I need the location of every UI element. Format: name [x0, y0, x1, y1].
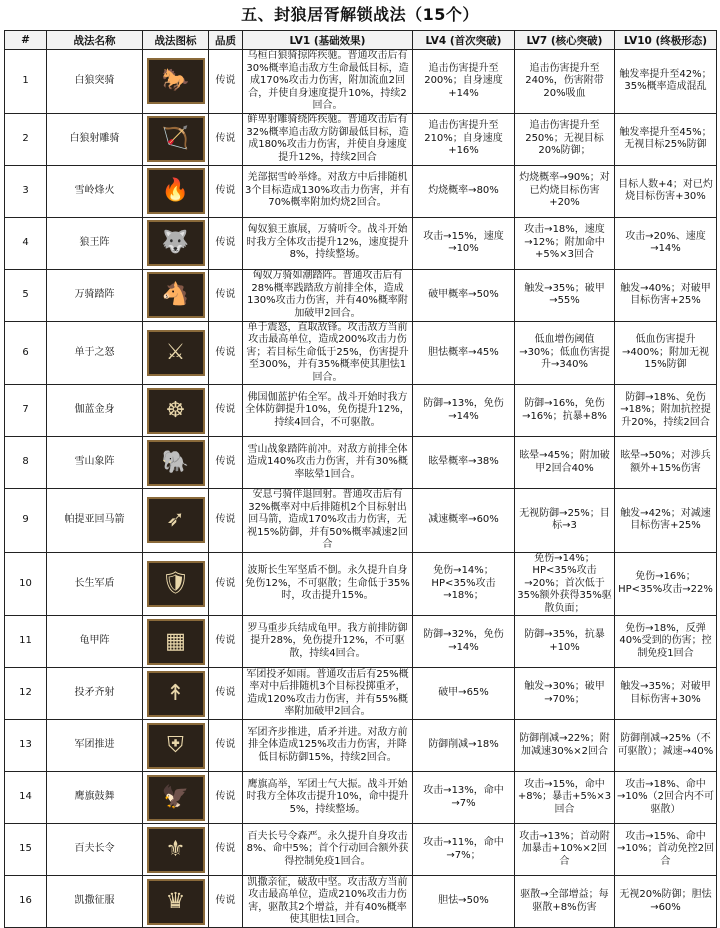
quality-label: 传说 [209, 552, 243, 616]
table-row [5, 552, 717, 616]
lv10-effect: 防御→18%、免伤→18%；附加抗控提升20%，持续2回合 [615, 385, 717, 437]
lv10-effect: 无视20%防御；胆怯→60% [615, 876, 717, 928]
row-number: 10 [5, 552, 47, 616]
col-header-lv1: LV1 (基础效果) [243, 31, 413, 50]
table-row [5, 720, 717, 772]
tactic-icon-cell [143, 269, 209, 321]
quality-label: 传说 [209, 217, 243, 269]
quality-label: 传说 [209, 385, 243, 437]
lv4-effect: 减速概率→60% [413, 489, 515, 553]
col-header-lv4: LV4 (首次突破) [413, 31, 515, 50]
lv10-effect: 攻击→15%、命中→10%；首动免控2回合 [615, 824, 717, 876]
row-number: 15 [5, 824, 47, 876]
lv4-effect: 破甲概率→50% [413, 269, 515, 321]
lv4-effect: 攻击→11%，命中→7%； [413, 824, 515, 876]
lv4-effect: 防御削减→18% [413, 720, 515, 772]
icon-glyph: 🐘 [161, 449, 190, 475]
eagle-standard-icon [147, 775, 205, 821]
lv4-effect: 胆怯概率→45% [413, 321, 515, 385]
quality-label: 传说 [209, 437, 243, 489]
lv4-effect: 追击伤害提升至210%；自身速度+16% [413, 113, 515, 165]
lv1-effect: 波斯长生军坚盾不倒。永久提升自身免伤12%，不可驱散；生命低于35%时，攻击提升15%。 [243, 552, 413, 616]
tactic-icon-cell [143, 321, 209, 385]
lv4-effect: 胆怯→50% [413, 876, 515, 928]
tactic-name: 鹰旗鼓舞 [47, 772, 143, 824]
row-number: 11 [5, 616, 47, 668]
header-row [5, 31, 717, 50]
tactic-name: 百夫长令 [47, 824, 143, 876]
row-number: 2 [5, 113, 47, 165]
icon-glyph: 🛡 [161, 570, 190, 596]
lv10-effect: 攻击→20%、速度→14% [615, 217, 717, 269]
lv1-effect: 雪山战象踏阵前冲。对敌方前排全体造成140%攻击力伤害，并有30%概率眩晕1回合。 [243, 437, 413, 489]
lv7-effect: 攻击→13%；首动附加暴击+10%×2回合 [515, 824, 615, 876]
tactic-icon-cell [143, 824, 209, 876]
horde-trample-icon [147, 272, 205, 318]
table-row [5, 489, 717, 553]
parthian-shot-icon [147, 497, 205, 543]
lv7-effect: 灼烧概率→90%；对已灼烧目标伤害+20% [515, 165, 615, 217]
row-number: 3 [5, 165, 47, 217]
icon-glyph: 🐎 [161, 68, 190, 94]
tactic-icon-cell [143, 616, 209, 668]
lv7-effect: 攻击→18%，速度→12%；附加命中+5%×3回合 [515, 217, 615, 269]
quality-label: 传说 [209, 269, 243, 321]
icon-glyph: 🐺 [161, 230, 190, 255]
lv7-effect: 防御削减→22%；附加减速30%×2回合 [515, 720, 615, 772]
lv7-effect: 眩晕→45%；附加破甲2回合40% [515, 437, 615, 489]
col-header-lv10: LV10 (终极形态) [615, 31, 717, 50]
legion-advance-icon [147, 723, 205, 769]
col-header-no: # [5, 31, 47, 50]
icon-glyph: ➶ [166, 507, 185, 533]
row-number: 5 [5, 269, 47, 321]
tactic-icon-cell [143, 113, 209, 165]
lv7-effect: 攻击→15%，命中+8%；暴击+5%×3回合 [515, 772, 615, 824]
tactic-icon-cell [143, 720, 209, 772]
lv10-effect: 触发→35%；对破甲目标伤害+30% [615, 668, 717, 720]
row-number: 9 [5, 489, 47, 553]
icon-glyph: ♛ [165, 888, 186, 914]
tactic-icon-cell [143, 437, 209, 489]
tactic-name: 帕提亚回马箭 [47, 489, 143, 553]
lv1-effect: 军团投矛如雨。普通攻击后有25%概率对中后排随机3个目标投掷重矛，造成120%攻击力伤害，并有55%概率附加破甲2回合。 [243, 668, 413, 720]
icon-glyph: ⛨ [167, 732, 184, 758]
lv4-effect: 攻击→15%，速度→10% [413, 217, 515, 269]
beacon-fire-icon [147, 168, 205, 214]
mounted-archer-icon [147, 116, 205, 162]
chanyu-wrath-icon [147, 330, 205, 376]
lv10-effect: 低血伤害提升→400%；附加无视15%防御 [615, 321, 717, 385]
tactic-icon-cell [143, 772, 209, 824]
tactic-name: 军团推进 [47, 720, 143, 772]
tactic-name: 凯撒征服 [47, 876, 143, 928]
tactic-icon-cell [143, 552, 209, 616]
tactic-icon-cell [143, 489, 209, 553]
row-number: 13 [5, 720, 47, 772]
golden-body-icon [147, 388, 205, 434]
icon-glyph: ⚜ [165, 836, 186, 862]
quality-label: 传说 [209, 321, 243, 385]
row-number: 12 [5, 668, 47, 720]
table-row [5, 50, 717, 114]
lv1-effect: 乌桓白狼骑掠阵疾驰。普通攻击后有30%概率追击敌方生命最低目标，造成170%攻击力伤害，附加流血2回合，并使自身速度提升10%，持续2回合。 [243, 50, 413, 114]
table-row [5, 165, 717, 217]
lv1-effect: 单于震怒，直取敌锋。攻击敌方当前攻击最高单位，造成200%攻击力伤害；若目标生命低于25%，伤害提升至300%，并有35%概率使其胆怯1回合。 [243, 321, 413, 385]
tactic-icon-cell [143, 385, 209, 437]
table-row [5, 668, 717, 720]
quality-label: 传说 [209, 489, 243, 553]
testudo-icon [147, 619, 205, 665]
lv10-effect: 防御削减→25%（不可驱散）；减速→40% [615, 720, 717, 772]
tactic-icon-cell [143, 50, 209, 114]
lv1-effect: 匈奴狼王旗展，万骑听令。战斗开始时我方全体攻击提升12%，速度提升8%，持续整场。 [243, 217, 413, 269]
lv7-effect: 触发→35%；破甲→55% [515, 269, 615, 321]
lv7-effect: 追击伤害提升至250%；无视目标20%防御； [515, 113, 615, 165]
table-row [5, 824, 717, 876]
table-row [5, 437, 717, 489]
table-row [5, 217, 717, 269]
lv10-effect: 触发率提升至45%；无视目标25%防御 [615, 113, 717, 165]
lv10-effect: 目标人数+4；对已灼烧目标伤害+30% [615, 165, 717, 217]
lv4-effect: 灼烧概率→80% [413, 165, 515, 217]
lv7-effect: 免伤→14%；HP<35%攻击→20%；首次低于35%额外获得35%驱散负面； [515, 552, 615, 616]
quality-label: 传说 [209, 113, 243, 165]
tactic-name: 投矛齐射 [47, 668, 143, 720]
tactic-name: 狼王阵 [47, 217, 143, 269]
lv7-effect: 触发→30%；破甲→70%； [515, 668, 615, 720]
lv1-effect: 匈奴万骑如潮踏阵。普通攻击后有28%概率践踏敌方前排全体，造成130%攻击力伤害，并有40%概率附加破甲2回合。 [243, 269, 413, 321]
quality-label: 传说 [209, 50, 243, 114]
col-header-quality: 品质 [209, 31, 243, 50]
lv7-effect: 低血增伤阈值→30%；低血伤害提升→340% [515, 321, 615, 385]
icon-glyph: ⚔ [165, 339, 186, 365]
table-row [5, 616, 717, 668]
lv1-effect: 鹰旗高举，军团士气大振。战斗开始时我方全体攻击提升10%，命中提升5%，持续整场。 [243, 772, 413, 824]
tactic-icon-cell [143, 876, 209, 928]
quality-label: 传说 [209, 876, 243, 928]
row-number: 1 [5, 50, 47, 114]
lv4-effect: 攻击→13%，命中→7% [413, 772, 515, 824]
tactic-name: 万骑踏阵 [47, 269, 143, 321]
tactic-icon-cell [143, 217, 209, 269]
tactic-name: 雪山象阵 [47, 437, 143, 489]
quality-label: 传说 [209, 720, 243, 772]
quality-label: 传说 [209, 165, 243, 217]
icon-glyph: 🔥 [161, 178, 190, 203]
lv1-effect: 罗马重步兵结成龟甲。我方前排防御提升28%，免伤提升12%，不可驱散，持续4回合。 [243, 616, 413, 668]
lv10-effect: 免伤→16%；HP<35%攻击→22% [615, 552, 717, 616]
row-number: 14 [5, 772, 47, 824]
quality-label: 传说 [209, 824, 243, 876]
lv4-effect: 防御→13%，免伤→14% [413, 385, 515, 437]
table-row [5, 113, 717, 165]
page-title: 五、封狼居胥解锁战法（15个） [241, 5, 479, 24]
quality-label: 传说 [209, 772, 243, 824]
lv1-effect: 凯撒亲征，破敌中坚。攻击敌方当前攻击最高单位，造成210%攻击力伤害，驱散其2个增益，并有40%概率使其胆怯1回合。 [243, 876, 413, 928]
lv10-effect: 触发→42%；对减速目标伤害+25% [615, 489, 717, 553]
lv7-effect: 追击伤害提升至240%，伤害附带20%吸血 [515, 50, 615, 114]
tactic-name: 龟甲阵 [47, 616, 143, 668]
col-header-lv7: LV7 (核心突破) [515, 31, 615, 50]
cavalry-charge-icon [147, 58, 205, 104]
icon-glyph: ▦ [165, 628, 186, 654]
lv1-effect: 百夫长号令森严。永久提升自身攻击8%、命中5%；首个行动回合额外获得控制免疫1回合。 [243, 824, 413, 876]
tactic-icon-cell [143, 668, 209, 720]
lv1-effect: 佛国伽蓝护佑全军。战斗开始时我方全体防御提升10%，免伤提升12%，持续4回合，不可驱散。 [243, 385, 413, 437]
icon-glyph: 🦅 [161, 784, 190, 810]
table-row [5, 385, 717, 437]
tactic-name: 长生军盾 [47, 552, 143, 616]
lv1-effect: 安息弓骑佯退回射。普通攻击后有32%概率对中后排随机2个目标射出回马箭，造成170%攻击力伤害，无视15%防御，并有50%概率减速2回合 [243, 489, 413, 553]
lv7-effect: 驱散→全部增益；每驱散+8%伤害 [515, 876, 615, 928]
lv7-effect: 防御→35%，抗暴+10% [515, 616, 615, 668]
lv1-effect: 军团齐步推进，盾矛并进。对敌方前排全体造成125%攻击力伤害，并降低目标防御15%，持续2回合。 [243, 720, 413, 772]
icon-glyph: 🐴 [161, 282, 190, 307]
caesar-conquest-icon [147, 879, 205, 925]
lv10-effect: 免伤→18%，反弹40%受到的伤害；控制免疫1回合 [615, 616, 717, 668]
table-row [5, 772, 717, 824]
tactic-name: 白狼突骑 [47, 50, 143, 114]
quality-label: 传说 [209, 668, 243, 720]
lv4-effect: 防御→32%，免伤→14% [413, 616, 515, 668]
centurion-order-icon [147, 827, 205, 873]
tactic-icon-cell [143, 165, 209, 217]
lv4-effect: 追击伤害提升至200%；自身速度+14% [413, 50, 515, 114]
lv4-effect: 破甲→65% [413, 668, 515, 720]
quality-label: 传说 [209, 616, 243, 668]
col-header-icon: 战法图标 [143, 31, 209, 50]
table-row [5, 269, 717, 321]
row-number: 8 [5, 437, 47, 489]
row-number: 16 [5, 876, 47, 928]
lv4-effect: 眩晕概率→38% [413, 437, 515, 489]
table-body [5, 50, 717, 928]
war-elephant-icon [147, 440, 205, 486]
lv1-effect: 羌部据雪岭举烽。对敌方中后排随机3个目标造成130%攻击力伤害，并有70%概率附加灼烧2回合。 [243, 165, 413, 217]
lv10-effect: 眩晕→50%；对涉兵额外+15%伤害 [615, 437, 717, 489]
lv10-effect: 触发率提升至42%；35%概率造成混乱 [615, 50, 717, 114]
tactic-name: 单于之怒 [47, 321, 143, 385]
immortal-shield-icon [147, 561, 205, 607]
tactic-name: 白狼射雕骑 [47, 113, 143, 165]
lv10-effect: 攻击→18%、命中→10%（2回合内不可驱散） [615, 772, 717, 824]
javelin-volley-icon [147, 671, 205, 717]
tactic-name: 雪岭烽火 [47, 165, 143, 217]
lv7-effect: 无视防御→25%；目标→3 [515, 489, 615, 553]
wolf-king-icon [147, 220, 205, 266]
icon-glyph: 🏹 [161, 126, 190, 151]
lv4-effect: 免伤→14%；HP<35%攻击→18%； [413, 552, 515, 616]
row-number: 6 [5, 321, 47, 385]
lv1-effect: 鲜卑射雕骑绕阵疾驰。普通攻击后有32%概率追击敌方防御最低目标，造成180%攻击力伤害，并使自身速度提升12%，持续2回合 [243, 113, 413, 165]
icon-glyph: ☸ [165, 397, 186, 423]
lv7-effect: 防御→16%，免伤→16%；抗暴+8% [515, 385, 615, 437]
tactic-name: 伽蓝金身 [47, 385, 143, 437]
lv10-effect: 触发→40%；对破甲目标伤害+25% [615, 269, 717, 321]
table-row [5, 876, 717, 928]
icon-glyph: ↟ [166, 680, 185, 706]
col-header-name: 战法名称 [47, 31, 143, 50]
table-row [5, 321, 717, 385]
row-number: 4 [5, 217, 47, 269]
tactics-table [4, 30, 717, 928]
row-number: 7 [5, 385, 47, 437]
